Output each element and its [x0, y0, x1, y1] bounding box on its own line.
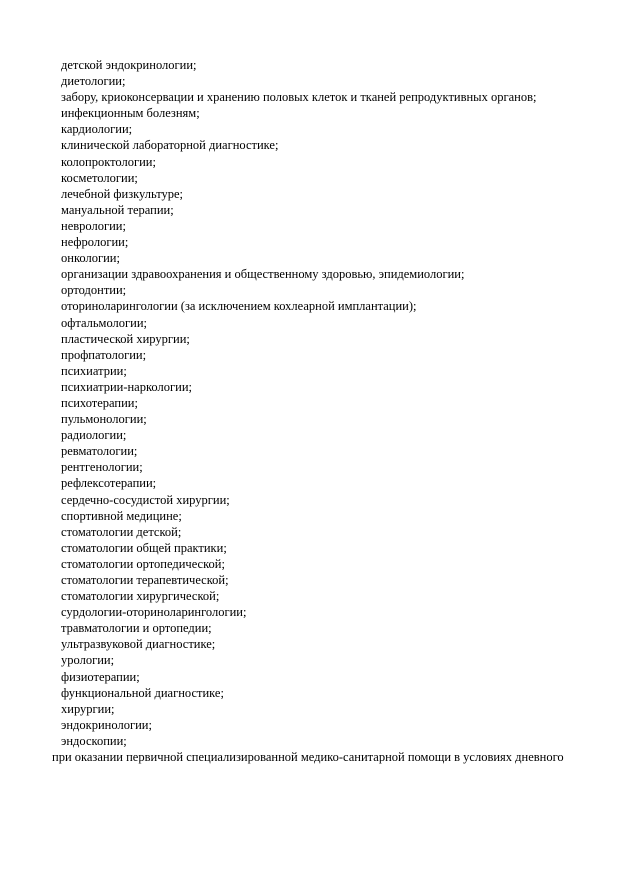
list-item: клинической лабораторной диагностике; [61, 138, 279, 153]
list-item: эндокринологии; [61, 717, 152, 732]
list-item: оториноларингологии (за исключением кохлеарной имплантации); [61, 299, 417, 314]
list-item: онкологии; [61, 251, 120, 266]
list-item: ультразвуковой диагностике; [61, 637, 216, 652]
list-item: кардиологии; [61, 122, 133, 137]
list-item: пластической хирургии; [61, 331, 190, 346]
specialty-list [61, 57, 536, 749]
list-item: косметологии; [61, 170, 138, 185]
list-item: сердечно-сосудистой хирургии; [61, 492, 230, 507]
list-item: радиологии; [61, 428, 127, 443]
list-item: физиотерапии; [61, 669, 140, 684]
list-item: травматологии и ортопедии; [61, 621, 212, 636]
list-item: стоматологии терапевтической; [61, 573, 229, 587]
list-item: нефрологии; [61, 235, 129, 250]
list-item: лечебной физкультуре; [61, 186, 184, 201]
list-item: хирургии; [61, 701, 115, 716]
list-item: неврологии; [61, 218, 126, 233]
list-item: урологии; [61, 653, 115, 668]
list-item: сурдологии-оториноларингологии; [61, 605, 247, 620]
list-item: стоматологии детской; [61, 524, 182, 539]
list-item: психиатрии; [61, 363, 127, 378]
list-item: стоматологии ортопедической; [61, 556, 225, 571]
list-item: ревматологии; [61, 444, 138, 459]
list-item: колопроктологии; [61, 154, 156, 169]
list-item: детской эндокринологии; [61, 58, 197, 72]
list-item: профпатологии; [61, 347, 147, 362]
list-item: пульмонологии; [61, 412, 147, 427]
list-item: стоматологии хирургической; [61, 589, 220, 604]
list-item: офтальмологии; [61, 315, 148, 330]
list-item: забору, криоконсервации и хранению половых клеток и тканей репродуктивных органов; [61, 90, 537, 105]
list-item: психотерапии; [61, 395, 138, 410]
list-item: спортивной медицине; [61, 508, 182, 523]
list-item: стоматологии общей практики; [61, 540, 227, 555]
list-item: диетологии; [61, 74, 126, 89]
list-item: функциональной диагностике; [61, 685, 224, 700]
list-item: инфекционным болезням; [61, 106, 200, 121]
list-item: организации здравоохранения и общественному здоровью, эпидемиологии; [61, 267, 465, 282]
paragraph-continuation: при оказании первичной специализированной медико-санитарной помощи в условиях дневного [52, 750, 564, 764]
list-item: мануальной терапии; [61, 202, 174, 217]
list-item: ортодонтии; [61, 283, 127, 298]
list-item: рефлексотерапии; [61, 476, 157, 491]
list-item: психиатрии-наркологии; [61, 379, 192, 394]
list-item: рентгенологии; [61, 460, 143, 475]
list-item: эндоскопии; [61, 733, 127, 748]
